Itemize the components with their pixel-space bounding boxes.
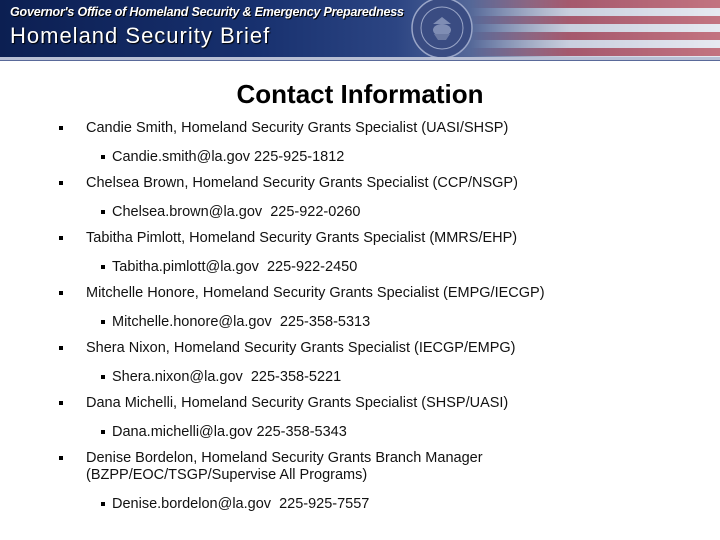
- contact-name: Denise Bordelon, Homeland Security Grants Branch Manager (BZPP/EOC/TSGP/Supervise All Programs): [86, 450, 483, 483]
- contact-name: Candie Smith, Homeland Security Grants Specialist (UASI/SHSP): [86, 120, 509, 136]
- brief-title: Homeland Security Brief: [10, 23, 271, 48]
- bullet-icon: [59, 181, 63, 185]
- contact-name: Tabitha Pimlott, Homeland Security Grants Specialist (MMRS/EHP): [86, 230, 518, 246]
- contact-item: [0, 120, 720, 166]
- header-banner: [0, 0, 720, 57]
- bullet-icon: [101, 155, 105, 159]
- bullet-icon: [101, 320, 105, 324]
- contact-item: [0, 285, 720, 331]
- contact-item: [0, 450, 720, 513]
- bullet-icon: [101, 265, 105, 269]
- contact-item: [0, 395, 720, 441]
- bullet-icon: [59, 401, 63, 405]
- contact-item: [0, 175, 720, 221]
- contact-item: [0, 340, 720, 386]
- contact-name: Chelsea Brown, Homeland Security Grants Specialist (CCP/NSGP): [86, 175, 518, 191]
- contact-name: Shera Nixon, Homeland Security Grants Specialist (IECGP/EMPG): [86, 340, 516, 356]
- louisiana-seal-icon: [406, 0, 478, 57]
- contact-detail: Chelsea.brown@la.gov 225-922-0260: [112, 204, 361, 220]
- header-rule-dark: [0, 60, 720, 61]
- bullet-icon: [101, 210, 105, 214]
- contact-detail: Candie.smith@la.gov 225-925-1812: [112, 149, 345, 165]
- contact-item: [0, 230, 720, 276]
- bullet-icon: [101, 430, 105, 434]
- contact-detail: Denise.bordelon@la.gov 225-925-7557: [112, 496, 370, 512]
- flag-stripes: [470, 0, 720, 57]
- contact-detail: Tabitha.pimlott@la.gov 225-922-2450: [112, 259, 358, 275]
- contact-name: Dana Michelli, Homeland Security Grants Specialist (SHSP/UASI): [86, 395, 509, 411]
- page-title: Contact Information: [236, 79, 484, 109]
- agency-name: Governor's Office of Homeland Security & Emergency Preparedness: [10, 5, 404, 19]
- bullet-icon: [59, 291, 63, 295]
- bullet-icon: [59, 126, 63, 130]
- contact-list: [0, 120, 720, 522]
- contact-name: Mitchelle Honore, Homeland Security Grants Specialist (EMPG/IECGP): [86, 285, 545, 301]
- bullet-icon: [59, 456, 63, 460]
- contact-detail: Dana.michelli@la.gov 225-358-5343: [112, 424, 347, 440]
- contact-detail: Mitchelle.honore@la.gov 225-358-5313: [112, 314, 371, 330]
- bullet-icon: [59, 236, 63, 240]
- bullet-icon: [101, 502, 105, 506]
- contact-detail: Shera.nixon@la.gov 225-358-5221: [112, 369, 342, 385]
- bullet-icon: [59, 346, 63, 350]
- bullet-icon: [101, 375, 105, 379]
